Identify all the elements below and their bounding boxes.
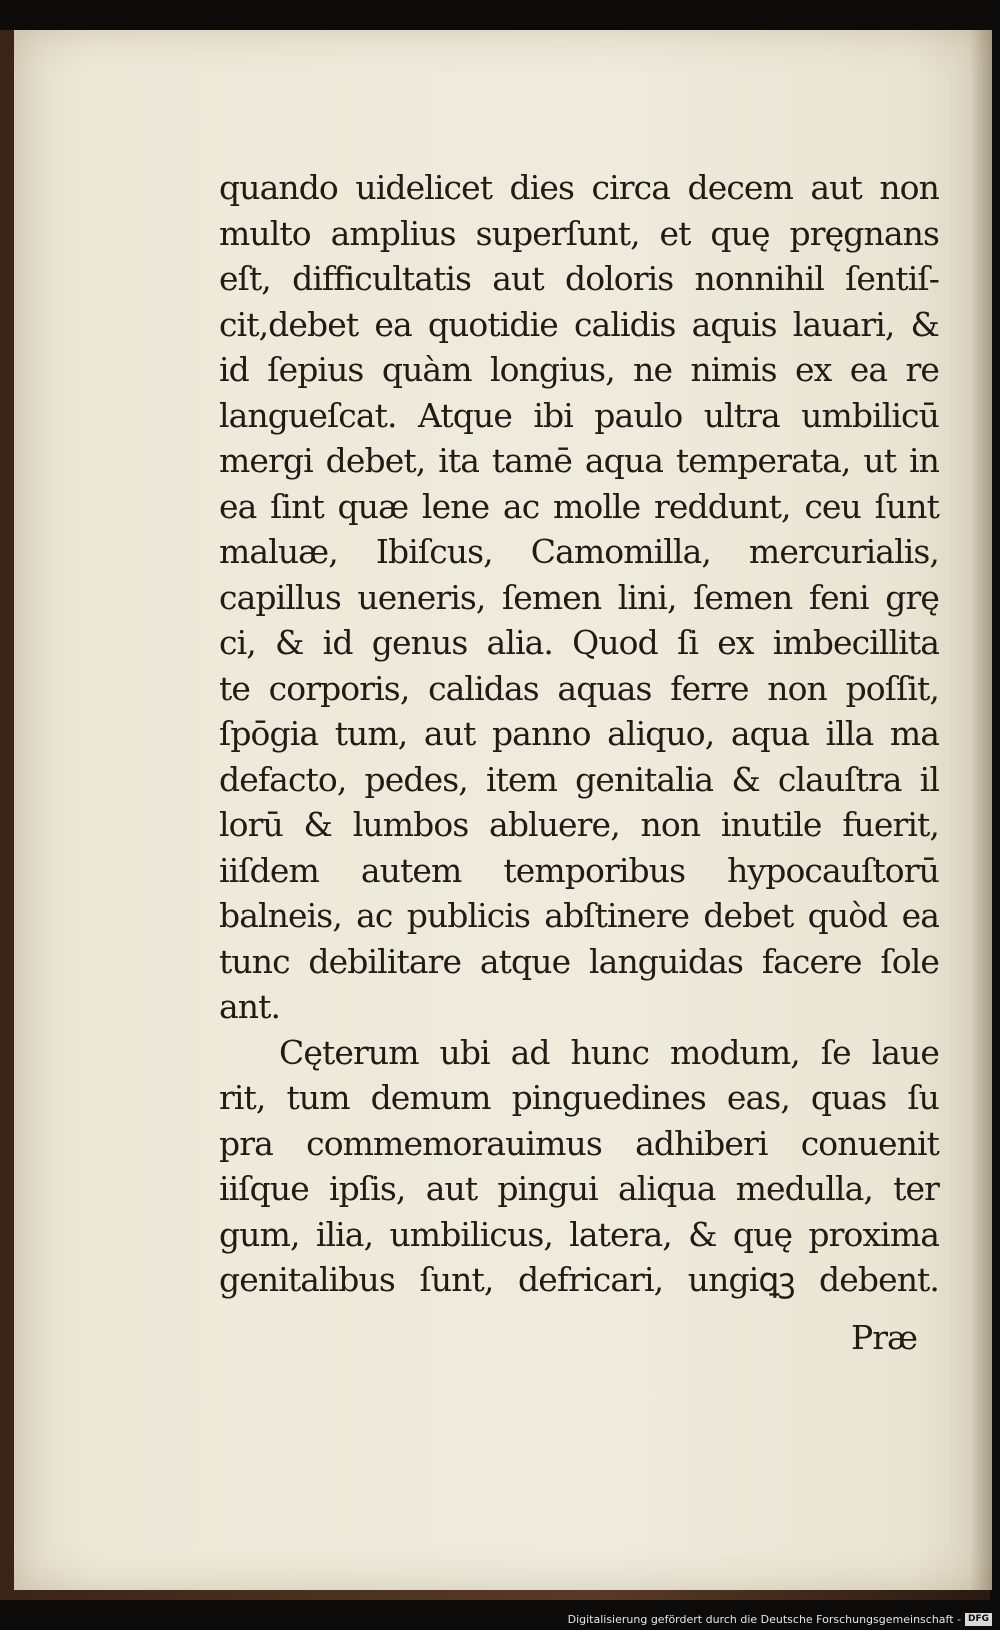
- text-line: lorū & lumbos abluere, non inutile fuerit,: [219, 805, 939, 844]
- text-line: mergi debet, ita tamē aqua temperata, ut in: [219, 441, 939, 480]
- digitization-credit: [568, 1613, 992, 1626]
- text-line: langueſcat. Atque ibi paulo ultra umbilicū: [219, 395, 939, 435]
- text-line: iiſdem autem temporibus hypocauſtorū: [219, 850, 939, 890]
- text-line: rit, tum demum pinguedines eas, quas ſu: [219, 1078, 939, 1117]
- text-line: multo amplius superſunt, et quę pręgnans: [219, 213, 939, 253]
- text-line: tunc debilitare atque languidas facere ſole: [219, 941, 939, 981]
- paragraph-start-line: Cęterum ubi ad hunc modum, ſe laue: [279, 1032, 939, 1072]
- text-line: capillus ueneris, ſemen lini, ſemen feni grę: [219, 577, 939, 617]
- text-line: gum, ilia, umbilicus, latera, & quę proxima: [219, 1214, 939, 1254]
- text-line: eſt, difficultatis aut doloris nonnihil ſentiſ-: [219, 259, 939, 298]
- text-line: maluæ, Ibiſcus, Camomilla, mercurialis,: [219, 532, 939, 571]
- text-line: ea ſint quæ lene ac molle reddunt, ceu ſunt: [219, 486, 939, 526]
- text-line: pra commemorauimus adhiberi conuenit: [219, 1123, 939, 1163]
- text-line: ci, & id genus alia. Quod ſi ex imbecillita: [219, 623, 939, 662]
- book-page: [14, 30, 992, 1590]
- text-line: genitalibus ſunt, defricari, ungiꝗꝫ debent.: [219, 1260, 939, 1299]
- text-block: [219, 165, 939, 1303]
- text-line: ſpōgia tum, aut panno aliquo, aqua illa ma: [219, 714, 939, 753]
- text-line: defacto, pedes, item genitalia & clauſtra il: [219, 759, 939, 799]
- text-line: quando uidelicet dies circa decem aut non: [219, 168, 939, 207]
- catchword: Præ: [851, 1318, 917, 1357]
- credit-text: Digitalisierung gefördert durch die Deutsche Forschungsgemeinschaft -: [567, 1613, 961, 1626]
- text-line: cit,debet ea quotidie calidis aquis lauari, &: [219, 304, 939, 344]
- text-line: id ſepius quàm longius, ne nimis ex ea re: [219, 350, 939, 389]
- dfg-logo-icon: DFG: [965, 1613, 992, 1626]
- text-line: ant.: [219, 987, 281, 1026]
- text-line: balneis, ac publicis abſtinere debet quòd ea: [219, 896, 939, 935]
- text-line: te corporis, calidas aquas ferre non poſſit,: [219, 668, 939, 708]
- text-line: iiſque ipſis, aut pingui aliqua medulla, ter: [219, 1169, 939, 1208]
